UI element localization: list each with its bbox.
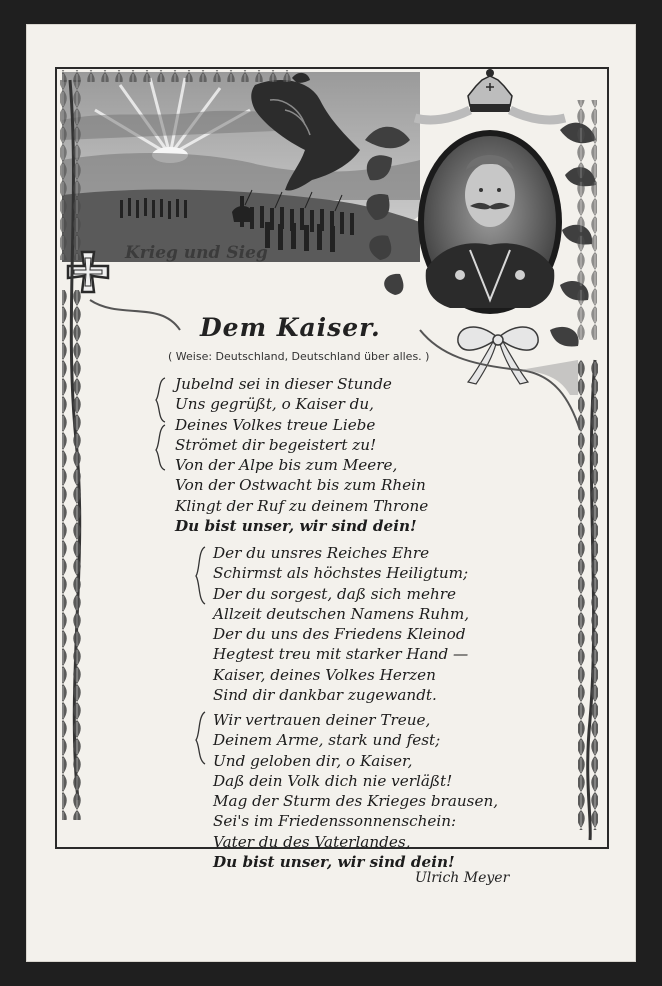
verse-line: Mag der Sturm des Krieges brausen, (213, 792, 499, 811)
verse-line: Sind dir dankbar zugewandt. (213, 686, 437, 705)
verse-line: Uns gegrüßt, o Kaiser du, (175, 395, 375, 414)
verse-line: Wir vertrauen deiner Treue, (213, 711, 431, 729)
left-vine-border (60, 80, 82, 820)
stanza-1 (175, 374, 428, 536)
verse-line: Allzeit deutschen Namens Ruhm, (213, 604, 470, 623)
verse-line: Von der Ostwacht bis zum Rhein (175, 476, 426, 495)
verse-line: Klingt der Ruf zu deinem Throne (175, 496, 429, 515)
stanza-3 (213, 710, 498, 872)
verse-line: Und geloben dir, o Kaiser, (213, 751, 413, 770)
verse-line: Kaiser, deines Volkes Herzen (213, 665, 436, 684)
illustration-caption: Krieg und Sieg (125, 243, 268, 263)
verse-line: Schirmst als höchstes Heiligtum; (213, 564, 469, 583)
verse-line: Strömet dir begeistert zu! (175, 435, 377, 454)
verse-line: Jubelnd sei in dieser Stunde (175, 375, 392, 393)
author-signature: Ulrich Meyer (415, 870, 510, 886)
verse-line: Hegtest treu mit starker Hand — (213, 645, 469, 664)
verse-line: Von der Alpe bis zum Meere, (175, 456, 398, 475)
verse-refrain: Du bist unser, wir sind dein! (175, 517, 417, 536)
poem-subtitle: ( Weise: Deutschland, Deutschland über alles. ) (168, 350, 430, 363)
verse-line: Deines Volkes treue Liebe (175, 415, 376, 434)
crown-icon (468, 69, 512, 112)
bow-ribbon-icon (458, 327, 538, 384)
verse-line: Daß dein Volk dich nie verläßt! (213, 771, 453, 790)
top-vine-border (62, 70, 292, 82)
verse-line: Der du sorgest, daß sich mehre (213, 584, 456, 603)
stanza-2 (213, 543, 469, 705)
verse-line: Deinem Arme, stark und fest; (213, 731, 441, 750)
kaiser-portrait (418, 130, 562, 314)
verse-line: Der du unsres Reiches Ehre (213, 544, 430, 562)
verse-line: Vater du des Vaterlandes, (213, 832, 411, 851)
verse-line: Sei's im Friedenssonnenschein: (213, 812, 457, 831)
verse-refrain: Du bist unser, wir sind dein! (213, 853, 455, 872)
poem-title: Dem Kaiser. (200, 313, 381, 342)
right-vine-border (575, 100, 598, 840)
battle-scene (62, 72, 420, 262)
verse-line: Der du uns des Friedens Kleinod (213, 625, 466, 644)
